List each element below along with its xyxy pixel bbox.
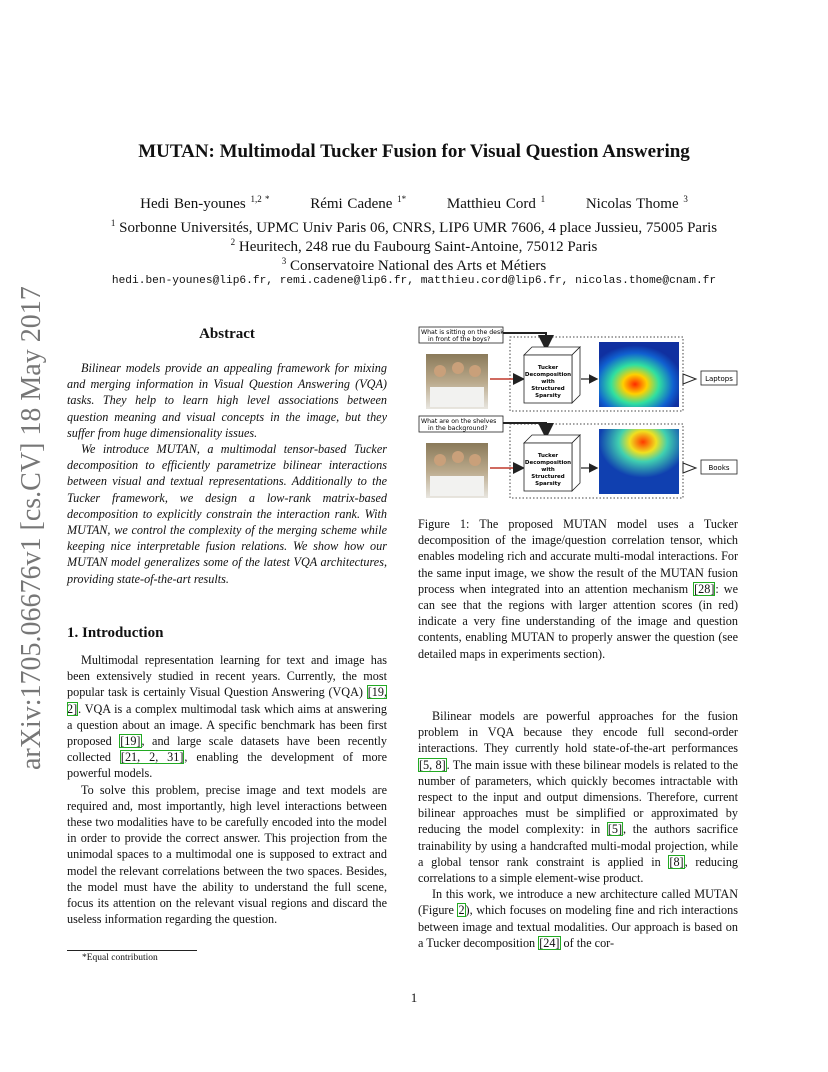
svg-text:Sparsity: Sparsity (535, 481, 561, 487)
abstract-paragraph: Bilinear models provide an appealing framework for mixing and merging information in Visual Question Answering (VQA) tasks. They help to learn high level associations between question meaning and visual concepts in the image, but they suffer from huge dimensionality issues. (67, 361, 387, 440)
svg-text:Tucker: Tucker (537, 453, 559, 459)
svg-text:with: with (541, 467, 555, 473)
author: Rémi Cadene $^{1*}$ (310, 194, 407, 212)
tucker-cube-1 (524, 347, 580, 403)
body-paragraph: In this work, we introduce a new architecture called MUTAN (Figure 2), which focuses on modeling fine and rich interactions between image and textual modalities. Our approach is based on a Tucker decomposition [24] of the cor- (418, 887, 738, 950)
arxiv-stamp (5, 286, 53, 770)
svg-text:Decomposition: Decomposition (524, 460, 572, 466)
question-2-text: in the background? (428, 425, 488, 432)
footnote-rule (67, 950, 197, 951)
author: Nicolas Thome $^3$ (585, 194, 688, 212)
citation-link[interactable]: [5] (607, 822, 623, 837)
citation-link[interactable]: [8] (669, 854, 684, 869)
citation-link[interactable]: [5, 8] (419, 757, 446, 772)
abstract-heading: Abstract (199, 326, 255, 342)
answer-2-text: Books (708, 464, 730, 472)
intro-paragraph: To solve this problem, precise image and text models are required and, most importantly, high level interactions between these two modalities have to be carefully encoded into the model in order to provide the correct answer. This projection from the unimodal spaces to a multimodal one is supposed to extract and model the relevant correlations between the two spaces. Besides, the model must have the ability to understand the full scene, focus its attention on the relevant visual regions and discard the useless information regarding the question. (67, 782, 387, 927)
affiliation: $^3$ Conservatoire National des Arts et Métiers (281, 256, 547, 274)
abstract-body (67, 360, 387, 587)
attention-map-2 (599, 429, 679, 494)
arrow (683, 374, 696, 384)
citation-link[interactable]: [24] (539, 935, 560, 950)
citation-link[interactable]: [21, 2, 31] (120, 750, 184, 765)
affiliation: $^2$ Heuritech, 248 rue du Faubourg Saint-Antoine, 75012 Paris (230, 237, 598, 255)
svg-text:Decomposition: Decomposition (524, 372, 572, 378)
figure-1-caption: Figure 1: The proposed MUTAN model uses a Tucker decomposition of the image/question correlation tensor, which enables modeling rich and accurate multi-modal interactions. For the same input image, we show the result of the MUTAN fusion process when integrated into an attention mechanism [28]: we can see that the regions with larger attention scores (in red) indicate a very fine understanding of the image and question contents, enabling MUTAN to properly answer the question (see detailed maps in experiments section). (418, 517, 738, 661)
photo-person (452, 362, 464, 374)
figure-1 (418, 325, 738, 505)
author: Matthieu Cord $^1$ (446, 194, 546, 212)
figure-reference-link[interactable]: 2 (458, 903, 465, 918)
page-number: 1 (410, 990, 418, 1005)
introduction-body (67, 652, 387, 927)
svg-text:Structured: Structured (531, 474, 565, 480)
author-list (0, 194, 828, 213)
svg-text:Structured: Structured (531, 386, 565, 392)
question-2-text: What are on the shelves (421, 418, 497, 425)
arrow (503, 333, 546, 347)
tucker-cube-2 (524, 435, 580, 491)
question-1-text: in front of the boys? (428, 336, 491, 343)
footnote: *Equal contribution (82, 953, 158, 963)
photo-laptops (430, 387, 484, 407)
citation-link[interactable]: [19] (120, 734, 141, 749)
right-column-body (418, 708, 738, 951)
question-1-text: What is sitting on the desk (421, 329, 504, 336)
answer-1-text: Laptops (705, 375, 733, 383)
abstract-paragraph: We introduce MUTAN, a multimodal tensor-based Tucker decomposition to efficiently parametrize bilinear interactions between visual and textual representations. Additionally to the Tucker framework, we design a low-rank matrix-based decomposition to explicitly constrain the interaction rank. With MUTAN, we control the complexity of the merging scheme while keeping nice interpretable fusion relations. We show how our MUTAN model generalizes some of the latest VQA architectures, providing state-of-the-art results. (67, 442, 387, 586)
body-paragraph: Bilinear models are powerful approaches for the fusion problem in VQA because they encode full second-order interactions. They currently hold state-of-the-art performances [5, 8]. The main issue with these bilinear models is related to the number of parameters, which quickly becomes intractable with respect to the input and output dimensions. Therefore, current bilinear approaches must be simplified or approximated by reducing the model complexity: in [5], the authors sacrifice trainability by using a handcrafted multi-modal projection, while a global tensor rank constraint is applied in [8], reducing correlations to a simple element-wise product. (418, 709, 739, 886)
arrow (683, 463, 696, 473)
arxiv-stamp-text: arXiv:1705.06676v1 [cs.CV] 18 May 2017 (16, 286, 47, 770)
intro-paragraph: Multimodal representation learning for text and image has been extensively studied in recent years. Currently, the most popular task is certainly Visual Question Answering (VQA) [19, 2]. VQA is a complex multimodal task which aims at answering a question about an image. A specific benchmark has been first proposed [19], and large scale datasets have been recently collected [21, 2, 31], enabling the development of more powerful models. (67, 653, 388, 781)
photo-person (452, 451, 464, 463)
paper-title: MUTAN: Multimodal Tucker Fusion for Visual Question Answering (138, 141, 690, 162)
arrow (503, 423, 546, 435)
citation-link[interactable]: [19, 2] (67, 685, 387, 716)
affiliation: $^1$ Sorbonne Universités, UPMC Univ Paris 06, CNRS, LIP6 UMR 7606, 4 place Jussieu, 75005 Paris (110, 218, 718, 236)
photo-person (434, 365, 446, 377)
citation-link[interactable]: [28] (694, 581, 715, 596)
photo-person (434, 454, 446, 466)
svg-text:Sparsity: Sparsity (535, 393, 561, 399)
author-emails[interactable]: hedi.ben-younes@lip6.fr, remi.cadene@lip6.fr, matthieu.cord@lip6.fr, nicolas.thome@cnam.fr (111, 275, 717, 287)
photo-person (469, 454, 481, 466)
svg-text:with: with (541, 379, 555, 385)
attention-map-1 (599, 342, 679, 407)
svg-text:Tucker: Tucker (537, 365, 559, 371)
photo-laptops (430, 476, 484, 496)
section-heading-introduction: 1. Introduction (67, 625, 164, 641)
author: Hedi Ben-younes $^{1,2 *}$ (140, 194, 270, 212)
photo-person (469, 365, 481, 377)
